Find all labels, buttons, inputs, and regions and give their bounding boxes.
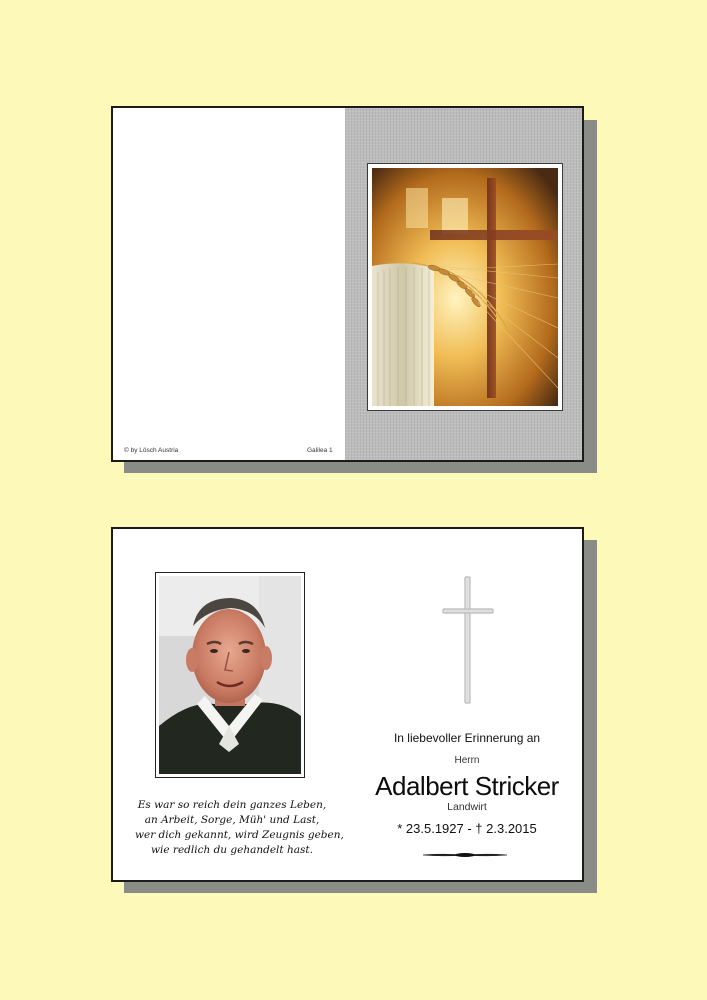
poem-line: an Arbeit, Sorge, Müh' und Last, <box>144 814 320 826</box>
poem-line: Es war so reich dein ganzes Leben, <box>137 799 327 811</box>
poem-line: wer dich gekannt, wird Zeugnis geben, <box>135 829 344 841</box>
portrait-frame <box>155 572 305 778</box>
card-front-blank-panel <box>113 108 345 460</box>
poem-line: wie redlich du gehandelt hast. <box>151 844 313 856</box>
card-front-cover-panel <box>345 108 582 460</box>
series-label: Galilea 1 <box>307 447 333 454</box>
life-dates: * 23.5.1927 - † 2.3.2015 <box>397 821 537 836</box>
portrait-photo-icon <box>159 576 301 774</box>
memory-text: In liebevoller Erinnerung an <box>393 731 541 745</box>
copyright-text: © by Lösch Austria <box>124 447 179 454</box>
profession: Landwirt <box>447 801 487 813</box>
poem <box>135 798 344 858</box>
ornament-divider-icon <box>423 852 507 858</box>
card-front <box>111 106 584 462</box>
honorific-title: Herrn <box>454 755 480 766</box>
deceased-name: Adalbert Stricker <box>375 771 559 801</box>
book-cross-wheat-icon <box>372 168 558 406</box>
card-inside <box>111 527 584 882</box>
cross-icon <box>441 575 495 705</box>
cover-photo <box>367 163 563 411</box>
